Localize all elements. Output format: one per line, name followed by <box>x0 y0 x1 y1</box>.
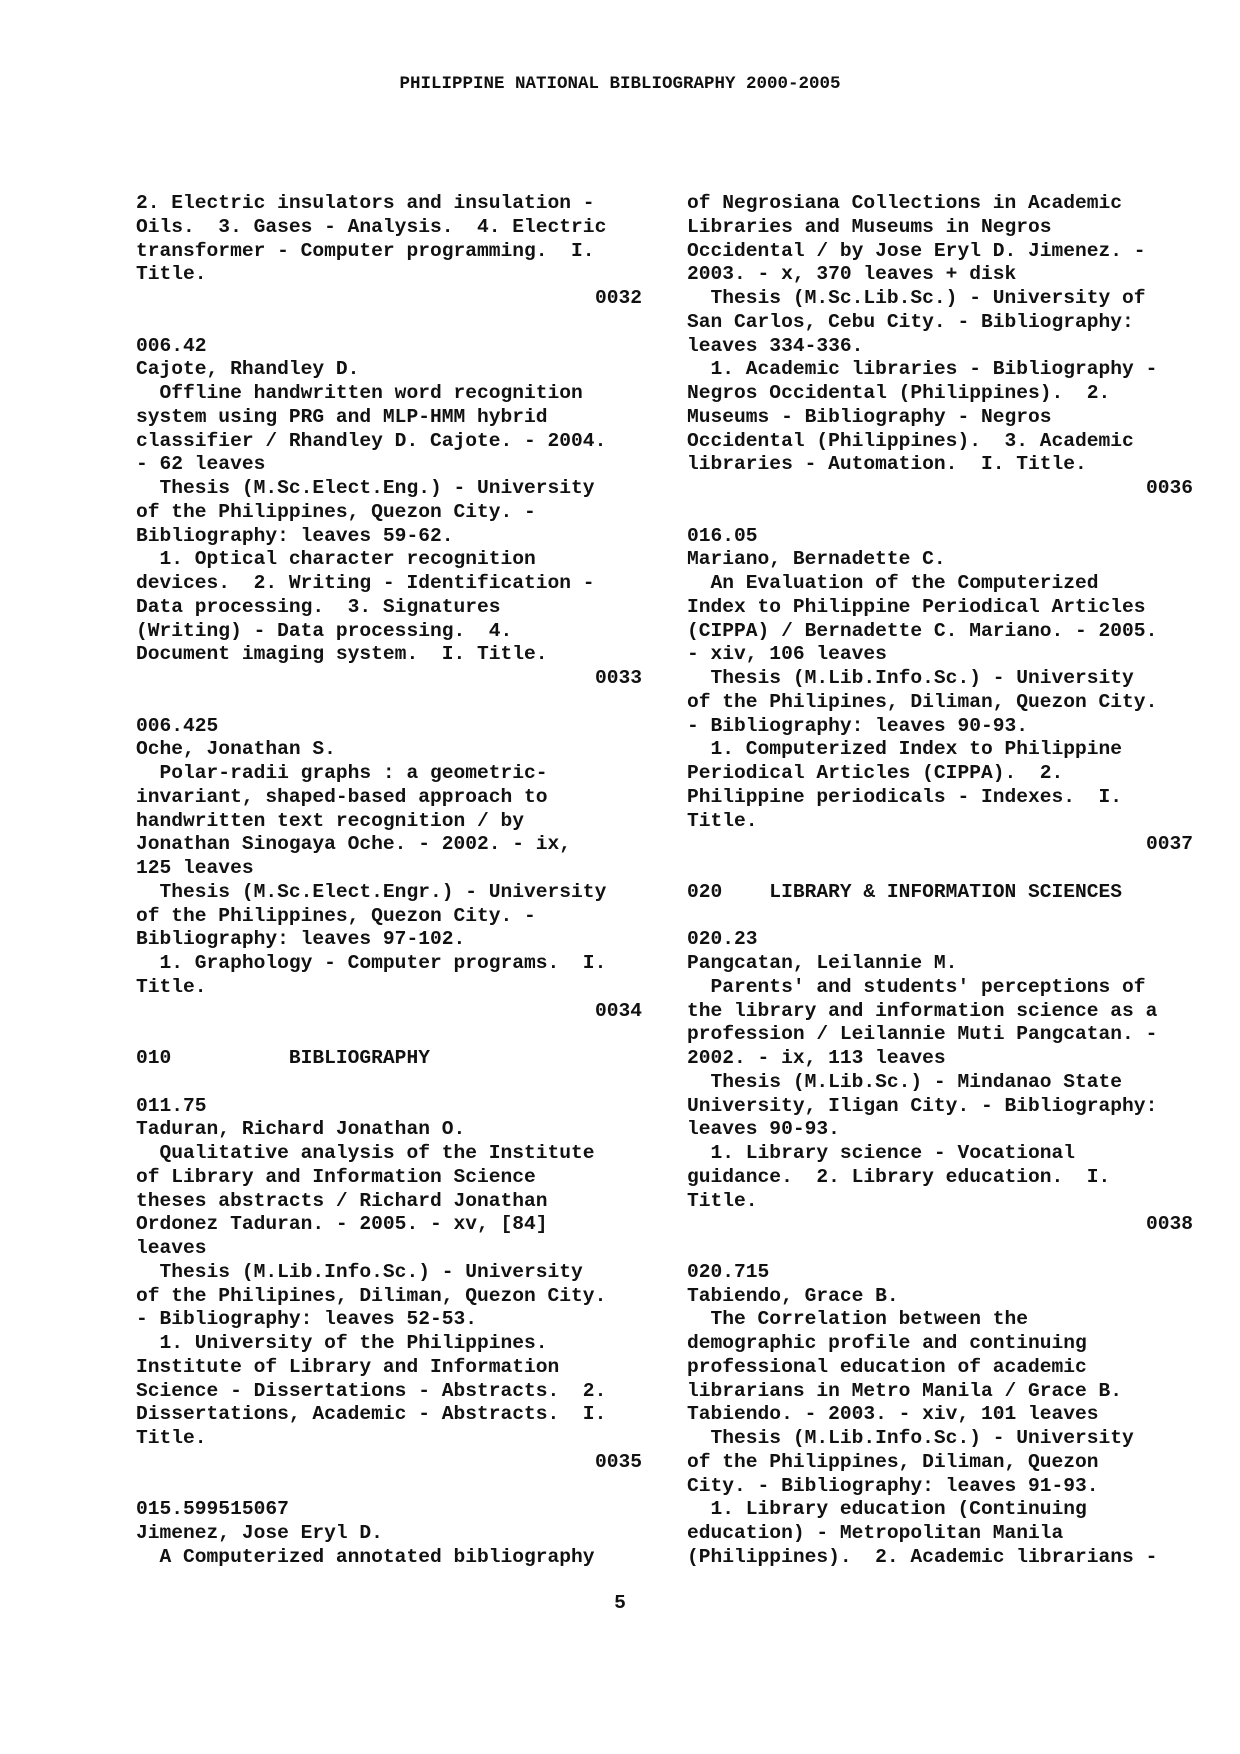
blank-line <box>687 857 1193 881</box>
text-line: devices. 2. Writing - Identification - <box>136 572 595 594</box>
text-line: of Library and Information Science <box>136 1165 536 1188</box>
text-line: profession / Leilannie Muti Pangcatan. - <box>687 1023 1158 1046</box>
text-line: 1. Library science - Vocational <box>687 1142 1076 1164</box>
text-line: Thesis (M.Lib.Info.Sc.) - University <box>687 1427 1134 1449</box>
blank-line <box>687 905 1193 929</box>
text-line: Tabiendo, Grace B. <box>687 1284 899 1307</box>
text-line: Parents' and students' perceptions of <box>687 975 1146 998</box>
text-line: Data processing. 3. Signatures <box>136 595 501 618</box>
text-line: Thesis (M.Lib.Sc.) - Mindanao State <box>687 1070 1123 1093</box>
text-line: - Bibliography: leaves 52-53. <box>136 1308 477 1331</box>
text-line: Document imaging system. I. Title. <box>136 643 548 666</box>
text-line: Museums - Bibliography - Negros <box>687 405 1052 428</box>
blank-line <box>136 1023 642 1047</box>
record-number: 0035 <box>594 1450 642 1473</box>
text-line: Pangcatan, Leilannie M. <box>687 952 958 974</box>
text-line: professional education of academic <box>687 1355 1087 1378</box>
blank-line <box>687 501 1193 525</box>
text-line: - Bibliography: leaves 90-93. <box>687 714 1028 737</box>
record-number: 0032 <box>594 287 642 309</box>
text-line: invariant, shaped-based approach to <box>136 785 548 808</box>
text-line: of the Philipines, Diliman, Quezon City. <box>136 1284 607 1307</box>
text-line: - 62 leaves <box>136 453 266 476</box>
text-line: University, Iligan City. - Bibliography: <box>687 1094 1158 1117</box>
blank-line <box>687 1237 1193 1261</box>
text-line: Bibliography: leaves 97-102. <box>136 928 466 951</box>
record-number: 0036 <box>1145 477 1193 499</box>
text-line: librarians in Metro Manila / Grace B. <box>687 1379 1123 1402</box>
record-number: 0033 <box>594 667 642 689</box>
text-line: City. - Bibliography: leaves 91-93. <box>687 1474 1099 1497</box>
text-line: 006.425 <box>136 714 219 737</box>
text-line: libraries - Automation. I. Title. <box>687 453 1087 476</box>
text-line: Title. <box>136 975 207 998</box>
text-line: the library and information science as a <box>687 999 1158 1022</box>
text-line: 006.42 <box>136 334 207 357</box>
right-column <box>687 192 1193 1570</box>
text-line: Oils. 3. Gases - Analysis. 4. Electric <box>136 215 607 238</box>
text-line: Bibliography: leaves 59-62. <box>136 524 454 547</box>
record-number: 0034 <box>594 999 642 1022</box>
text-line: Thesis (M.Lib.Info.Sc.) - University <box>687 667 1134 689</box>
text-line: Title. <box>136 263 207 286</box>
text-line: classifier / Rhandley D. Cajote. - 2004. <box>136 429 607 452</box>
text-line: Oche, Jonathan S. <box>136 738 336 761</box>
text-line: 2002. - ix, 113 leaves <box>687 1047 946 1069</box>
text-line: 125 leaves <box>136 857 254 879</box>
text-line: 016.05 <box>687 524 758 547</box>
text-line: 020.23 <box>687 928 758 951</box>
text-line: Jonathan Sinogaya Oche. - 2002. - ix, <box>136 833 572 856</box>
text-line: 2003. - x, 370 leaves + disk <box>687 263 1017 286</box>
text-line: leaves <box>136 1237 207 1259</box>
text-line: 1. Library education (Continuing <box>687 1498 1087 1521</box>
text-line: education) - Metropolitan Manila <box>687 1522 1064 1544</box>
text-line: Thesis (M.Sc.Elect.Eng.) - University <box>136 477 595 499</box>
text-line: of the Philippines, Quezon City. - <box>136 904 536 927</box>
text-line: The Correlation between the <box>687 1308 1028 1331</box>
page-number: 5 <box>614 1592 626 1614</box>
text-line: Periodical Articles (CIPPA). 2. <box>687 762 1064 784</box>
text-line: Title. <box>687 809 758 832</box>
text-line: - xiv, 106 leaves <box>687 643 887 666</box>
text-line: 020 LIBRARY & INFORMATION SCIENCES <box>687 880 1123 903</box>
text-line: A Computerized annotated bibliography <box>136 1545 595 1568</box>
text-line: handwritten text recognition / by <box>136 809 525 832</box>
text-line: Occidental / by Jose Eryl D. Jimenez. - <box>687 239 1146 262</box>
text-line: Title. <box>136 1427 207 1449</box>
text-line: Offline handwritten word recognition <box>136 382 583 404</box>
text-line: Thesis (M.Sc.Elect.Engr.) - University <box>136 880 607 903</box>
text-line: Science - Dissertations - Abstracts. 2. <box>136 1379 607 1402</box>
text-line: system using PRG and MLP-HMM hybrid <box>136 405 548 428</box>
text-line: Taduran, Richard Jonathan O. <box>136 1118 466 1141</box>
text-line: Thesis (M.Sc.Lib.Sc.) - University of <box>687 287 1146 309</box>
blank-line <box>136 1475 642 1499</box>
text-line: Mariano, Bernadette C. <box>687 548 946 571</box>
text-line: Libraries and Museums in Negros <box>687 215 1052 238</box>
text-line: Tabiendo. - 2003. - xiv, 101 leaves <box>687 1403 1099 1426</box>
text-line: leaves 90-93. <box>687 1118 840 1141</box>
text-line: 020.715 <box>687 1260 770 1283</box>
text-line: 015.599515067 <box>136 1498 289 1521</box>
text-line: Cajote, Rhandley D. <box>136 358 360 381</box>
text-line: 2. Electric insulators and insulation - <box>136 192 595 214</box>
text-line: Dissertations, Academic - Abstracts. I. <box>136 1403 607 1426</box>
text-line: Institute of Library and Information <box>136 1355 560 1378</box>
text-line: Ordonez Taduran. - 2005. - xv, [84] <box>136 1213 548 1236</box>
text-line: Polar-radii graphs : a geometric- <box>136 762 548 784</box>
text-line: of Negrosiana Collections in Academic <box>687 192 1123 214</box>
text-line: Occidental (Philippines). 3. Academic <box>687 429 1134 452</box>
text-line: theses abstracts / Richard Jonathan <box>136 1189 548 1212</box>
text-line: guidance. 2. Library education. I. <box>687 1165 1111 1188</box>
text-line: Thesis (M.Lib.Info.Sc.) - University <box>136 1260 583 1283</box>
running-header-title: PHILIPPINE NATIONAL BIBLIOGRAPHY 2000-2005 <box>399 74 841 94</box>
left-column <box>136 192 642 1570</box>
text-line: of the Philippines, Diliman, Quezon <box>687 1450 1099 1473</box>
text-line: 011.75 <box>136 1094 207 1117</box>
text-line: 1. University of the Philippines. <box>136 1332 548 1354</box>
text-line: Philippine periodicals - Indexes. I. <box>687 785 1123 808</box>
record-number: 0038 <box>1145 1213 1193 1236</box>
text-line: San Carlos, Cebu City. - Bibliography: <box>687 310 1134 333</box>
blank-line <box>136 691 642 715</box>
text-line: (Philippines). 2. Academic librarians - <box>687 1545 1158 1568</box>
text-line: 1. Computerized Index to Philippine <box>687 738 1123 761</box>
text-line: transformer - Computer programming. I. <box>136 239 595 262</box>
text-line: Qualitative analysis of the Institute <box>136 1142 595 1164</box>
blank-line <box>136 311 642 335</box>
text-line: 1. Optical character recognition <box>136 548 536 571</box>
blank-line <box>136 1071 642 1095</box>
text-line: (CIPPA) / Bernadette C. Mariano. - 2005. <box>687 619 1158 642</box>
text-line: Jimenez, Jose Eryl D. <box>136 1522 383 1544</box>
text-line: Title. <box>687 1189 758 1212</box>
text-line: demographic profile and continuing <box>687 1332 1087 1354</box>
text-line: 010 BIBLIOGRAPHY <box>136 1047 430 1069</box>
text-line: of the Philipines, Diliman, Quezon City. <box>687 690 1158 713</box>
text-line: of the Philippines, Quezon City. - <box>136 500 536 523</box>
text-line: An Evaluation of the Computerized <box>687 572 1099 594</box>
record-number: 0037 <box>1145 833 1193 856</box>
text-line: Index to Philippine Periodical Articles <box>687 595 1146 618</box>
text-line: (Writing) - Data processing. 4. <box>136 619 513 642</box>
text-line: 1. Graphology - Computer programs. I. <box>136 952 607 974</box>
text-line: leaves 334-336. <box>687 334 864 357</box>
text-line: Negros Occidental (Philippines). 2. <box>687 382 1111 404</box>
text-line: 1. Academic libraries - Bibliography - <box>687 358 1158 381</box>
